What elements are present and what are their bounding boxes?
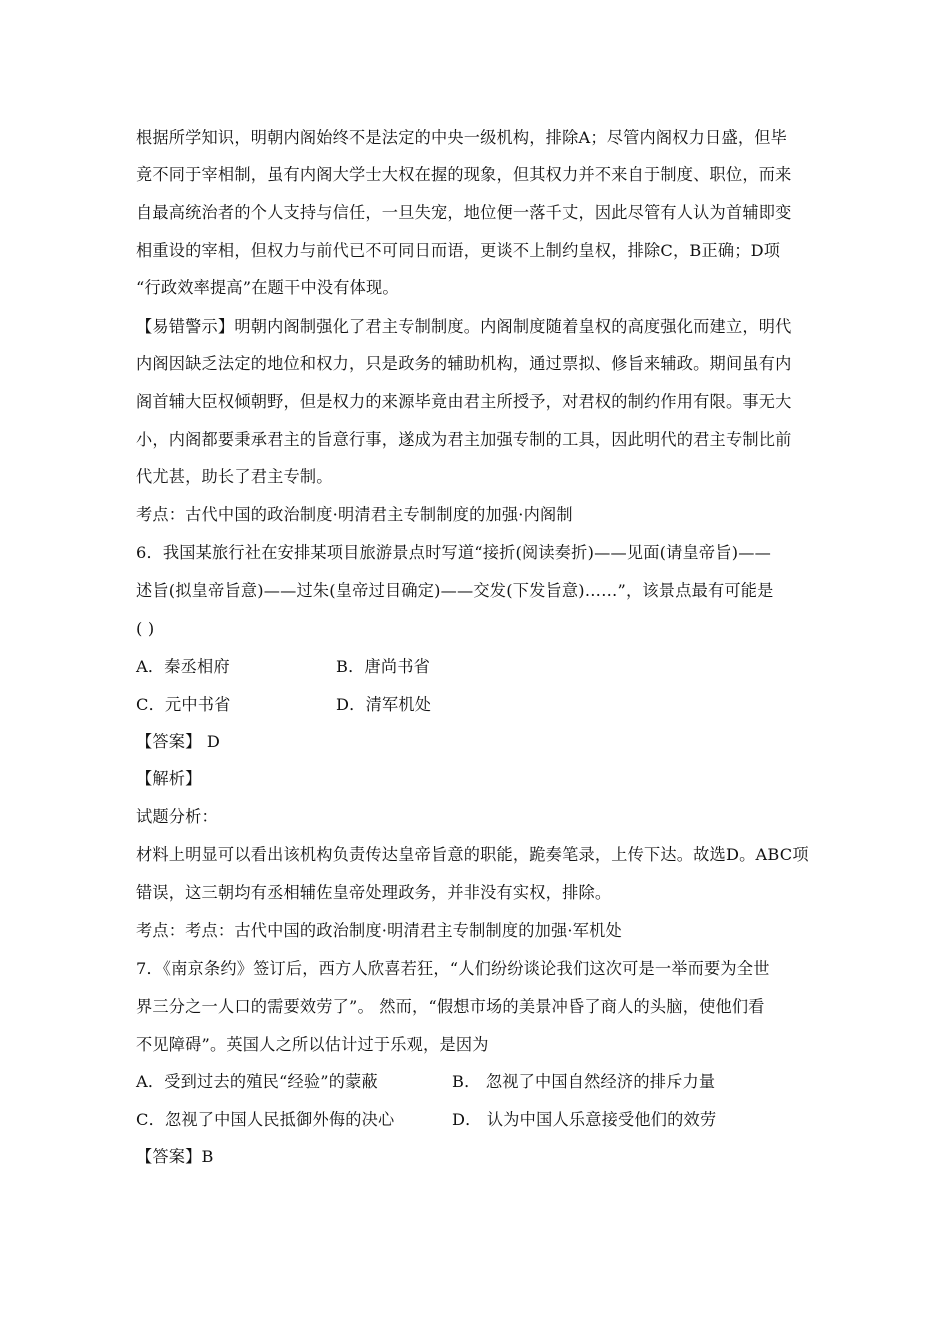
warning-line: 内阁因缺乏法定的地位和权力，只是政务的辅助机构，通过票拟、修旨来辅政。期间虽有内	[136, 354, 792, 373]
q6-stem-line: 6．我国某旅行社在安排某项目旅游景点时写道“接折(阅读奏折)——见面(请皇帝旨)——	[136, 543, 771, 562]
q7-answer: 【答案】B	[136, 1147, 214, 1166]
q6-option-d: D．清军机处	[336, 695, 432, 714]
q6-kaodian: 考点：考点：古代中国的政治制度·明清君主专制制度的加强·军机处	[136, 921, 622, 940]
q7-stem-line: 不见障碍”。英国人之所以估计过于乐观，是因为	[136, 1035, 489, 1054]
q6-option-a: A．秦丞相府	[136, 657, 230, 676]
q7-option-c: C．忽视了中国人民抵御外侮的决心	[136, 1110, 395, 1129]
analysis-line: 根据所学知识，明朝内阁始终不是法定的中央一级机构，排除A；尽管内阁权力日盛，但毕	[136, 128, 787, 147]
q6-option-b: B．唐尚书省	[336, 657, 431, 676]
q7-option-d: D． 认为中国人乐意接受他们的效劳	[452, 1110, 717, 1129]
analysis-line: 自最高统治者的个人支持与信任，一旦失宠，地位便一落千丈，因此尽管有人认为首辅即变	[136, 203, 792, 222]
q7-stem-line: 界三分之一人口的需要效劳了”。 然而，“假想市场的美景冲昏了商人的头脑，使他们看	[136, 997, 765, 1016]
warning-line: 小，内阁都要秉承君主的旨意行事，遂成为君主加强专制的工具，因此明代的君主专制比前	[136, 430, 792, 449]
q6-analysis-line: 错误，这三朝均有丞相辅佐皇帝处理政务，并非没有实权，排除。	[136, 883, 612, 902]
q7-stem-line: 7．《南京条约》签订后，西方人欣喜若狂，“人们纷纷谈论我们这次可是一举而要为全世	[136, 959, 770, 978]
warning-line: 【易错警示】明朝内阁制强化了君主专制制度。内阁制度随着皇权的高度强化而建立，明代	[136, 317, 792, 336]
kaodian-5: 考点：古代中国的政治制度·明清君主专制制度的加强·内阁制	[136, 505, 573, 524]
q6-analysis-intro: 试题分析：	[136, 807, 218, 826]
q6-stem-line: 述旨(拟皇帝旨意)——过朱(皇帝过目确定)——交发(下发旨意)……”，该景点最有可能是	[136, 581, 774, 600]
q6-option-c: C．元中书省	[136, 695, 231, 714]
warning-line: 阁首辅大臣权倾朝野，但是权力的来源毕竟由君主所授予，对君权的制约作用有限。事无大	[136, 392, 792, 411]
q6-answer: 【答案】 D	[136, 732, 221, 751]
q6-analysis-line: 材料上明显可以看出该机构负责传达皇帝旨意的职能，跪奏笔录，上传下达。故选D。ABC项	[136, 845, 809, 864]
analysis-line: “行政效率提高”在题干中没有体现。	[136, 278, 399, 297]
q6-stem-line: ( )	[136, 619, 155, 638]
q7-option-b: B． 忽视了中国自然经济的排斥力量	[452, 1072, 716, 1091]
analysis-line: 相重设的宰相，但权力与前代已不可同日而语，更谈不上制约皇权，排除C，B正确；D项	[136, 241, 781, 260]
warning-line: 代尤甚，助长了君主专制。	[136, 467, 333, 486]
q7-option-a: A．受到过去的殖民“经验”的蒙蔽	[136, 1072, 378, 1091]
q6-analysis-label: 【解析】	[136, 769, 202, 788]
analysis-line: 竟不同于宰相制，虽有内阁大学士大权在握的现象，但其权力并不来自于制度、职位，而来	[136, 165, 792, 184]
